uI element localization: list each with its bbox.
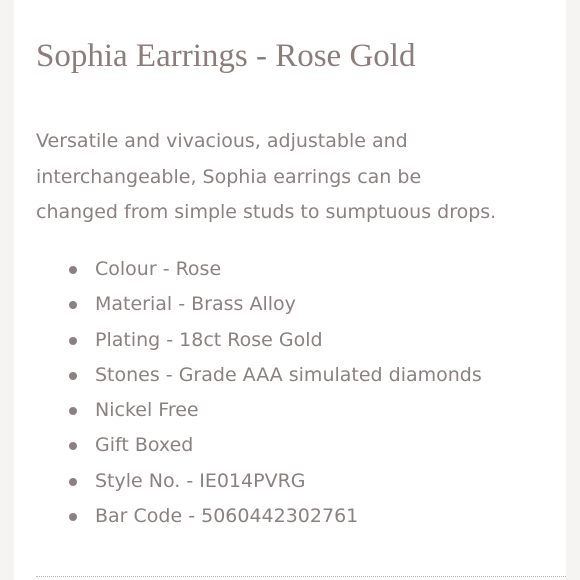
description-line: interchangeable, Sophia earrings can be (36, 165, 422, 188)
product-features-list (36, 252, 482, 534)
feature-colour (36, 252, 482, 287)
feature-plating (36, 323, 482, 358)
feature-gift-boxed (36, 428, 482, 463)
bullet-icon (69, 478, 77, 486)
bullet-icon (69, 513, 77, 521)
feature-text: Gift Boxed (95, 434, 194, 457)
section-divider (36, 576, 566, 577)
feature-text: Style No. - IE014PVRG (95, 469, 306, 492)
feature-stones (36, 358, 482, 393)
feature-style-number (36, 464, 482, 499)
product-description-panel (14, 0, 566, 580)
feature-material (36, 287, 482, 322)
bullet-icon (69, 442, 77, 450)
feature-text: Bar Code - 5060442302761 (95, 505, 359, 528)
description-line: Versatile and vivacious, adjustable and (36, 130, 408, 152)
feature-nickel-free (36, 393, 482, 428)
bullet-icon (69, 407, 77, 415)
feature-text: Material - Brass Alloy (95, 293, 296, 316)
description-line: changed from simple studs to sumptuous drops. (36, 201, 497, 223)
feature-text: Colour - Rose (95, 258, 222, 280)
bullet-icon (69, 301, 77, 309)
bullet-icon (69, 266, 77, 274)
bullet-icon (69, 372, 77, 380)
feature-text: Plating - 18ct Rose Gold (95, 328, 323, 351)
bullet-icon (69, 337, 77, 345)
feature-bar-code (36, 499, 482, 534)
feature-text: Nickel Free (95, 399, 199, 422)
product-title: Sophia Earrings - Rose Gold (36, 38, 416, 74)
product-description (36, 124, 566, 231)
feature-text: Stones - Grade AAA simulated diamonds (95, 363, 482, 386)
